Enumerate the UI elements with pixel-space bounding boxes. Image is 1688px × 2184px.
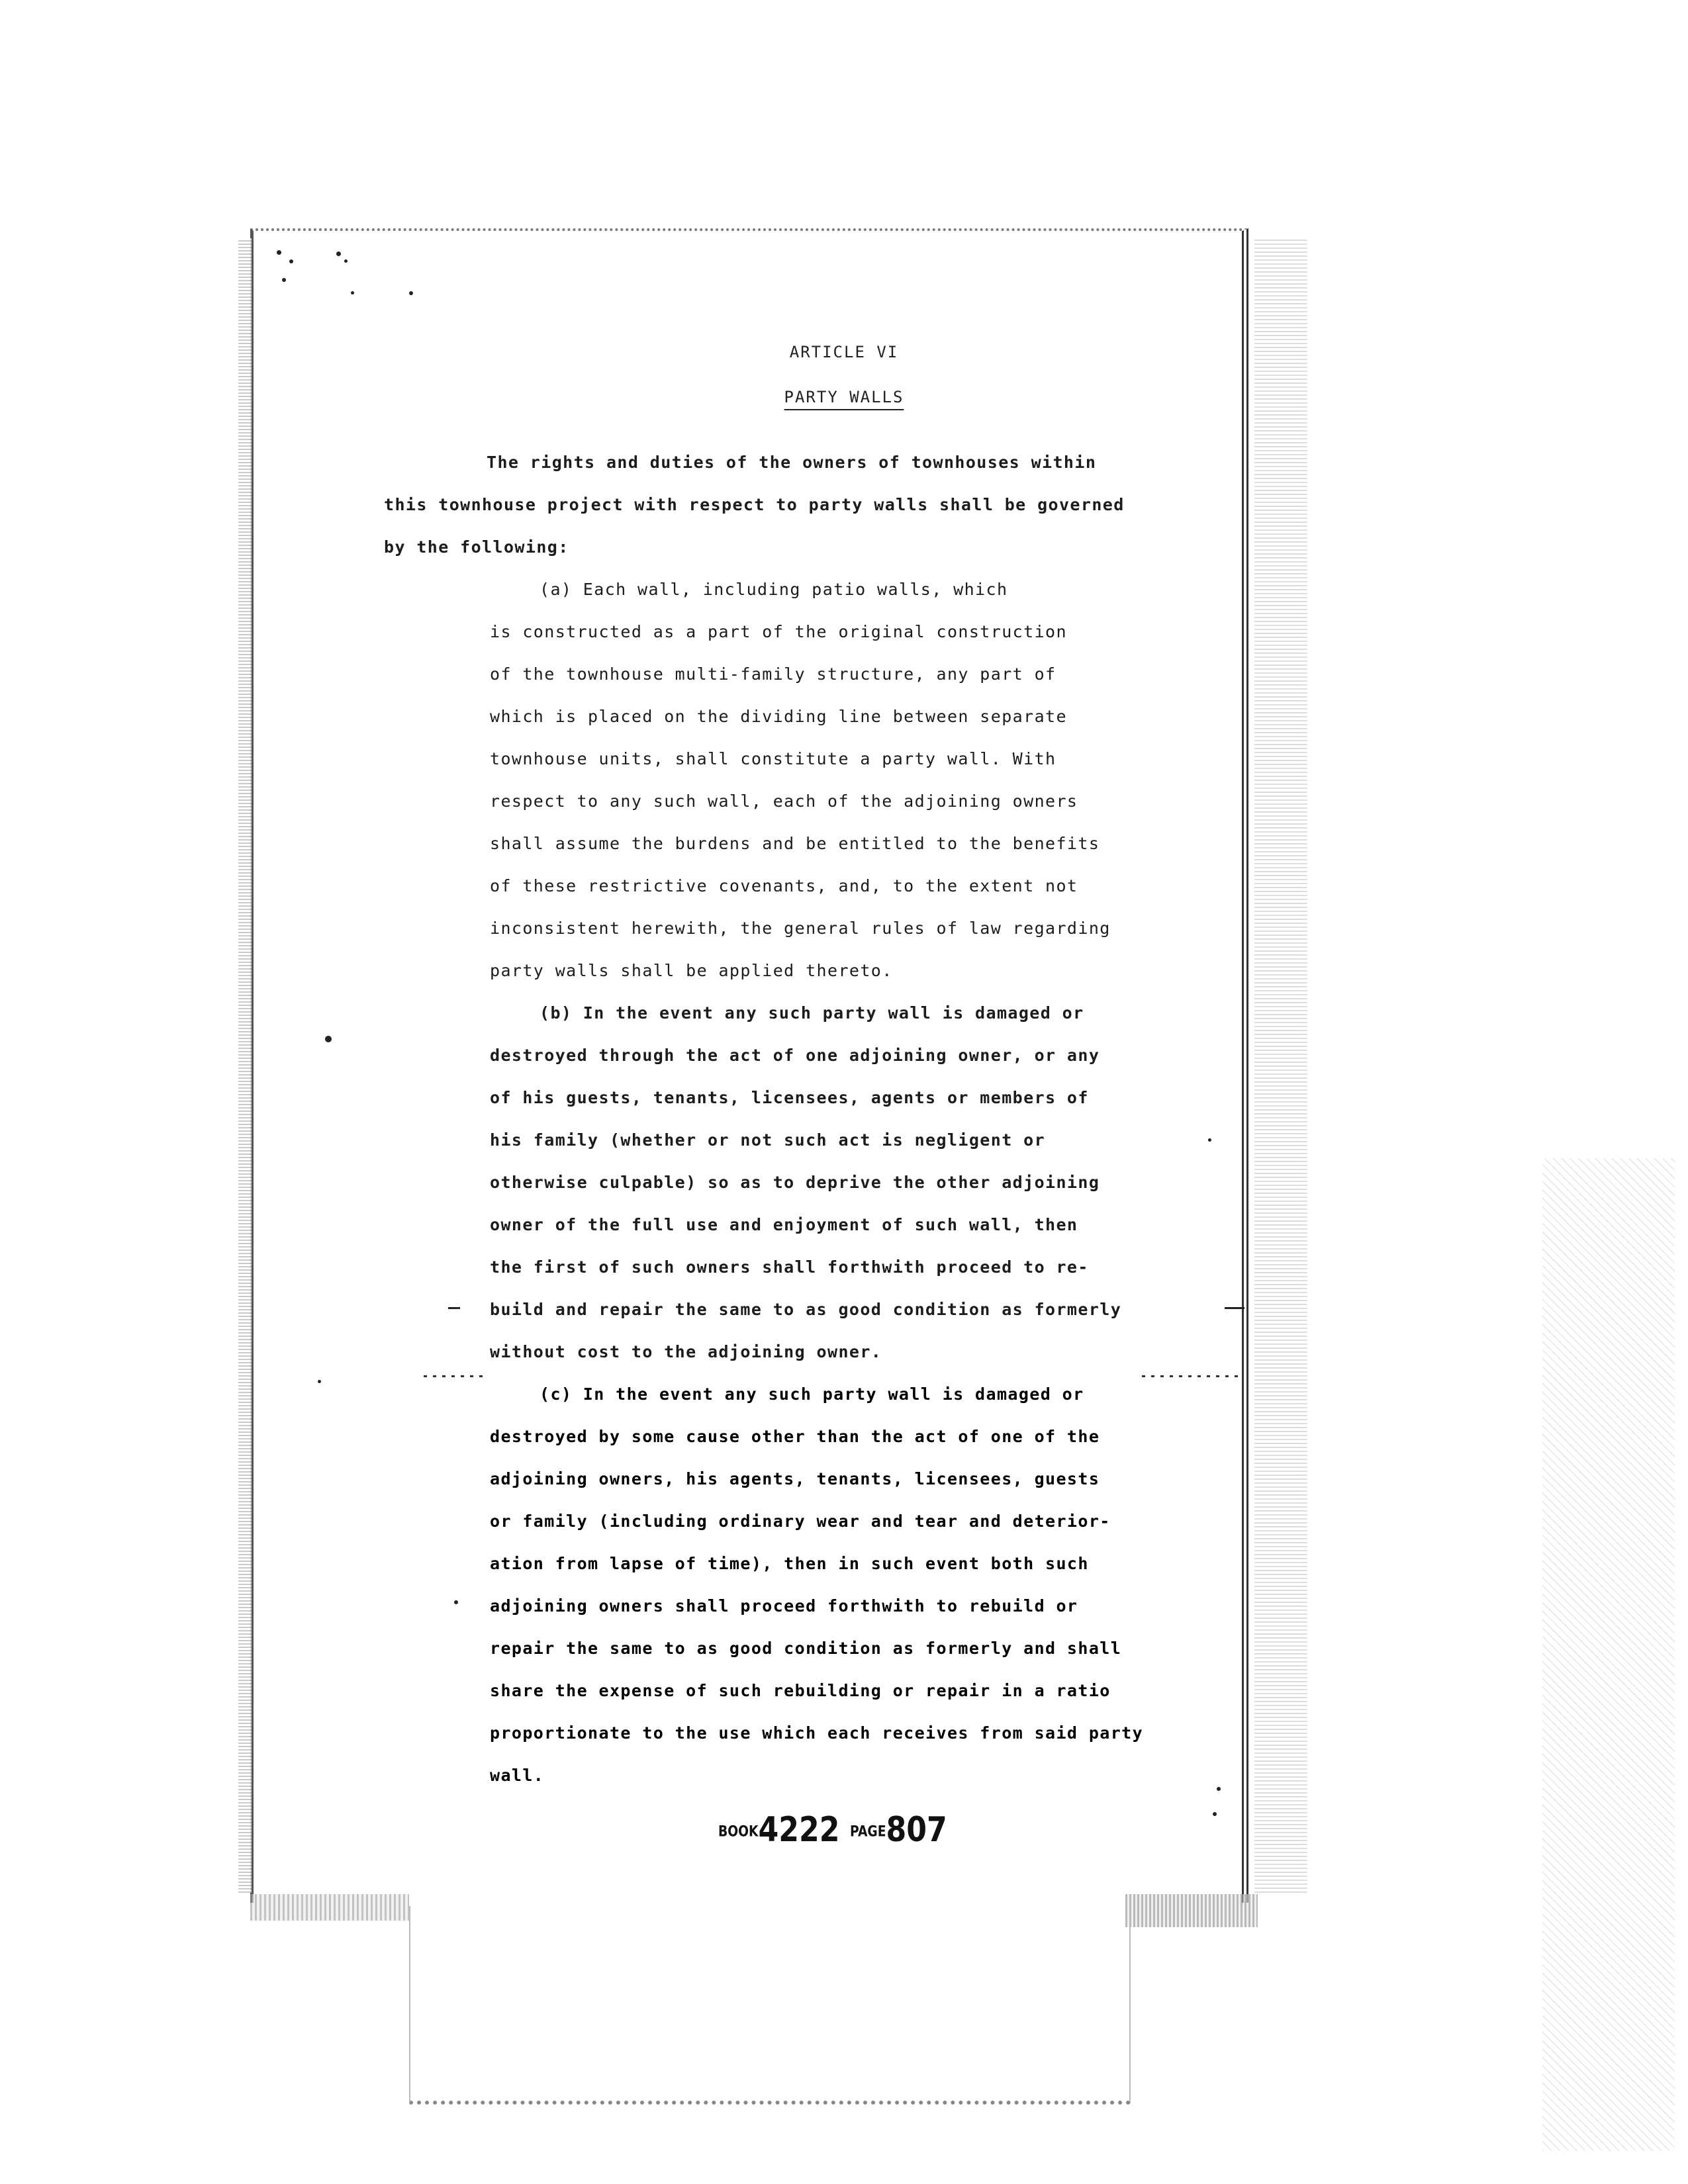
text-line: adjoining owners, his agents, tenants, licensees, guests [490, 1469, 1100, 1488]
text-line: is constructed as a part of the original construction [490, 622, 1067, 641]
text-line: ation from lapse of time), then in such event both such [490, 1554, 1089, 1573]
text-line: share the expense of such rebuilding or repair in a ratio [490, 1681, 1111, 1700]
speck [289, 259, 293, 263]
text-line: respect to any such wall, each of the adjoining owners [490, 792, 1078, 811]
section-title: PARTY WALLS [784, 388, 904, 406]
text-line: (c) In the event any such party wall is damaged or [539, 1385, 1084, 1404]
speck [1213, 1812, 1217, 1816]
stray-dots [1142, 1375, 1241, 1377]
page-number: 807 [886, 1810, 947, 1850]
speck [336, 251, 341, 256]
speck [282, 278, 286, 282]
text-line: adjoining owners shall proceed forthwith to rebuild or [490, 1596, 1078, 1615]
scan-noise-left [238, 238, 252, 1893]
scan-noise-margin [1542, 1158, 1675, 2151]
article-heading: ARTICLE VI [789, 343, 899, 361]
speck [409, 291, 413, 295]
speck [277, 250, 281, 255]
text-line: the first of such owners shall forthwith proceed to re- [490, 1257, 1089, 1277]
text-line: proportionate to the use which each receives from said party [490, 1723, 1144, 1743]
speck [454, 1600, 458, 1604]
speck [351, 291, 354, 295]
text-line: (a) Each wall, including patio walls, which [539, 580, 1008, 599]
text-line: of these restrictive covenants, and, to the extent not [490, 876, 1078, 895]
text-line: otherwise culpable) so as to deprive the other adjoining [490, 1173, 1100, 1192]
text-line: of his guests, tenants, licensees, agents or members of [490, 1088, 1089, 1107]
book-label: BOOK [718, 1823, 759, 1841]
speck [1217, 1787, 1221, 1791]
stray-dots [424, 1375, 483, 1377]
underlying-page-edge [409, 1906, 1131, 2105]
text-line: The rights and duties of the owners of townhouses within [487, 453, 1097, 472]
scan-noise-bottom-right [1125, 1894, 1258, 1927]
text-line: wall. [490, 1766, 545, 1785]
text-line: by the following: [384, 537, 569, 557]
page-label: PAGE [849, 1823, 886, 1841]
scan-noise-right [1254, 238, 1307, 1893]
text-line: of the townhouse multi-family structure, any part of [490, 664, 1056, 684]
speck [344, 259, 348, 263]
stray-mark [1225, 1307, 1244, 1309]
text-line: this townhouse project with respect to party walls shall be governed [384, 495, 1125, 514]
book-number: 4222 [758, 1810, 840, 1850]
stray-mark [448, 1307, 460, 1309]
text-line: party walls shall be applied thereto. [490, 961, 893, 980]
speck [318, 1380, 321, 1383]
book-page-stamp [718, 1810, 947, 1850]
text-line: inconsistent herewith, the general rules of law regarding [490, 919, 1111, 938]
text-line: his family (whether or not such act is negligent or [490, 1130, 1046, 1150]
scan-noise-bottom-left [250, 1894, 409, 1921]
text-line: townhouse units, shall constitute a party wall. With [490, 749, 1056, 768]
speck [325, 1036, 332, 1042]
text-line: destroyed by some cause other than the act of one of the [490, 1427, 1100, 1446]
text-line: which is placed on the dividing line between separate [490, 707, 1067, 726]
text-line: shall assume the burdens and be entitled to the benefits [490, 834, 1100, 853]
speck [1208, 1138, 1211, 1142]
text-line: or family (including ordinary wear and tear and deterior- [490, 1512, 1111, 1531]
text-line: destroyed through the act of one adjoining owner, or any [490, 1046, 1100, 1065]
text-line: (b) In the event any such party wall is damaged or [539, 1003, 1084, 1023]
text-line: build and repair the same to as good condition as formerly [490, 1300, 1122, 1319]
text-line: owner of the full use and enjoyment of such wall, then [490, 1215, 1078, 1234]
text-line: without cost to the adjoining owner. [490, 1342, 882, 1361]
text-line: repair the same to as good condition as formerly and shall [490, 1639, 1122, 1658]
